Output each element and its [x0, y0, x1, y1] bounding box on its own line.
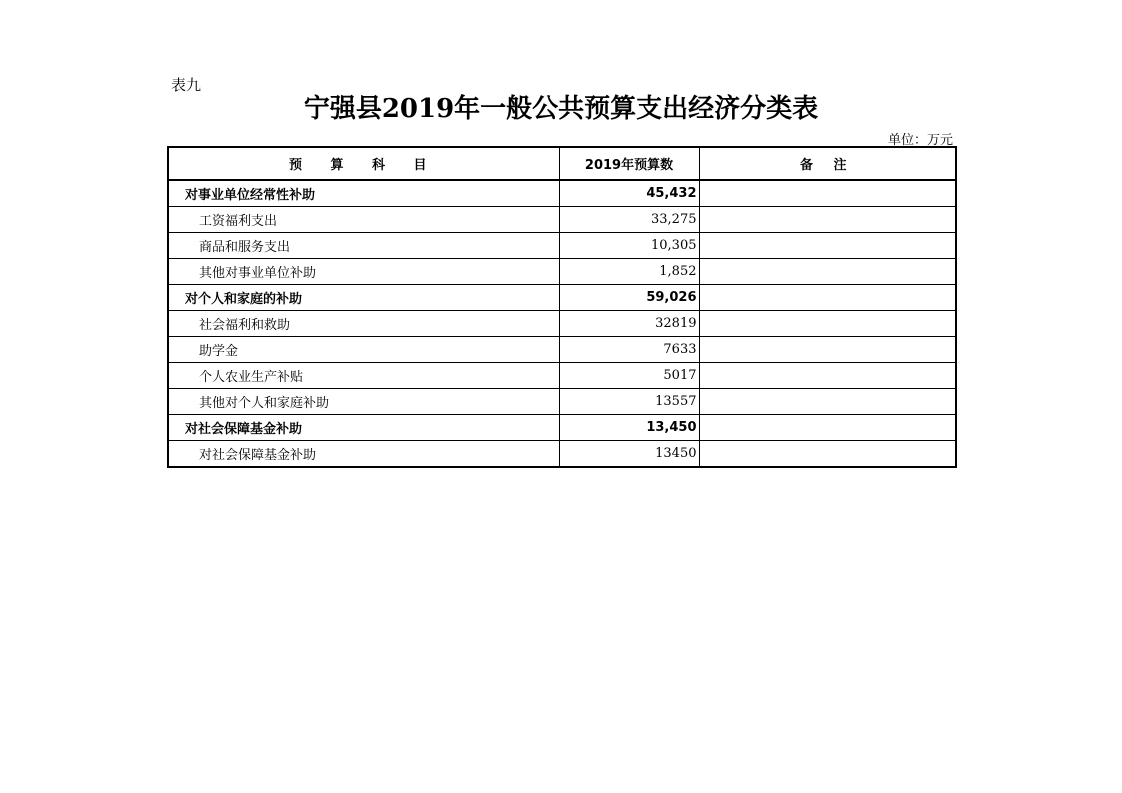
column-header-item: 预 算 科 目: [168, 147, 559, 180]
row-budget-value: 32819: [559, 311, 699, 337]
table-row: [168, 389, 956, 415]
unit-label: 单位：万元: [887, 133, 953, 148]
row-budget-value: 59,026: [559, 285, 699, 311]
row-item-name: 其他对个人和家庭补助: [168, 389, 559, 415]
row-budget-value: 13557: [559, 389, 699, 415]
row-note: [699, 415, 956, 441]
row-note: [699, 389, 956, 415]
row-item-name: 对社会保障基金补助: [168, 415, 559, 441]
row-item-name: 对事业单位经常性补助: [168, 180, 559, 207]
table-row: [168, 415, 956, 441]
row-item-name: 社会福利和救助: [168, 311, 559, 337]
table-body: [168, 180, 956, 467]
row-item-name: 个人农业生产补贴: [168, 363, 559, 389]
row-note: [699, 311, 956, 337]
row-note: [699, 180, 956, 207]
row-note: [699, 259, 956, 285]
row-budget-value: 1,852: [559, 259, 699, 285]
row-budget-value: 45,432: [559, 180, 699, 207]
row-item-name: 助学金: [168, 337, 559, 363]
row-item-name: 对个人和家庭的补助: [168, 285, 559, 311]
table-row: [168, 311, 956, 337]
row-note: [699, 233, 956, 259]
table-row: [168, 363, 956, 389]
row-item-name: 其他对事业单位补助: [168, 259, 559, 285]
row-budget-value: 13450: [559, 441, 699, 468]
table-row: [168, 337, 956, 363]
budget-table: [167, 146, 957, 468]
row-item-name: 商品和服务支出: [168, 233, 559, 259]
row-note: [699, 363, 956, 389]
table-number-label: 表九: [171, 76, 202, 94]
table-row: [168, 259, 956, 285]
row-budget-value: 7633: [559, 337, 699, 363]
table-row: [168, 180, 956, 207]
row-budget-value: 10,305: [559, 233, 699, 259]
table-row: [168, 207, 956, 233]
row-note: [699, 337, 956, 363]
row-note: [699, 285, 956, 311]
row-note: [699, 441, 956, 468]
document-title: 宁强县2019年一般公共预算支出经济分类表: [303, 94, 819, 124]
row-budget-value: 5017: [559, 363, 699, 389]
row-item-name: 对社会保障基金补助: [168, 441, 559, 468]
column-header-note: 备 注: [699, 147, 956, 180]
row-note: [699, 207, 956, 233]
row-budget-value: 13,450: [559, 415, 699, 441]
table-row: [168, 441, 956, 468]
row-budget-value: 33,275: [559, 207, 699, 233]
row-item-name: 工资福利支出: [168, 207, 559, 233]
column-header-budget: 2019年预算数: [559, 147, 699, 180]
table-row: [168, 233, 956, 259]
table-header-row: [168, 147, 956, 180]
table-row: [168, 285, 956, 311]
